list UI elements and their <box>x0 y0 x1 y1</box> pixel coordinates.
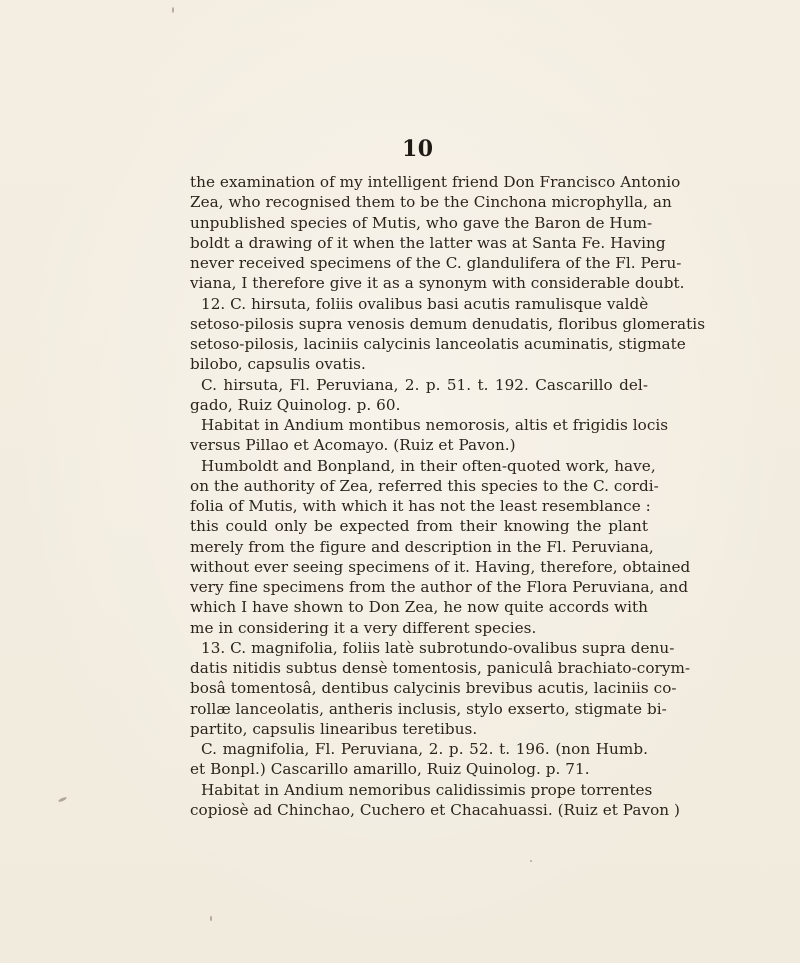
text-line: viana, I therefore give it as a synonym with considerable doubt. <box>190 274 685 293</box>
body-text <box>190 172 706 820</box>
text-line: the examination of my intelligent friend Don Francisco Antonio <box>190 173 681 191</box>
text-line: setoso-pilosis, laciniis calycinis lanceolatis acuminatis, stigmate <box>190 335 686 353</box>
text-line: setoso-pilosis supra venosis demum denudatis, floribus glomeratis <box>190 314 706 333</box>
text-line: partito, capsulis linearibus teretibus. <box>190 719 478 738</box>
text-line: versus Pillao et Acomayo. (Ruiz et Pavon.) <box>190 436 516 455</box>
text-line: et Bonpl.) Cascarillo amarillo, Ruiz Quinolog. p. 71. <box>190 760 590 779</box>
text-line: Zea, who recognised them to be the Cinchona microphylla, an <box>190 193 672 212</box>
text-line: on the authority of Zea, referred this species to the C. cordi- <box>190 476 659 495</box>
text-line: this could only be expected from their knowing the plant <box>190 517 648 536</box>
text-line: 12. C. hirsuta, foliis ovalibus basi acutis ramulisque valdè <box>201 294 649 313</box>
text-line: which I have shown to Don Zea, he now quite accords with <box>190 598 648 617</box>
text-line: merely from the figure and description in the Fl. Peruviana, <box>190 537 654 556</box>
text-line: unpublished species of Mutis, who gave the Baron de Hum- <box>190 213 653 232</box>
paper-speck <box>530 860 532 862</box>
text-line: bilobo, capsulis ovatis. <box>190 355 366 374</box>
text-line: never received specimens of the C. glandulifera of the Fl. Peru- <box>190 254 682 272</box>
text-line: bosâ tomentosâ, dentibus calycinis brevibus acutis, laciniis co- <box>190 679 677 698</box>
text-line: datis nitidis subtus densè tomentosis, paniculâ brachiato-corym- <box>190 659 691 677</box>
text-line: C. hirsuta, Fl. Peruviana, 2. p. 51. t. 192. Cascarillo del- <box>201 375 648 394</box>
paper-speck <box>210 916 212 921</box>
text-line: Humboldt and Bonpland, in their often-quoted work, have, <box>201 456 656 475</box>
text-line: Habitat in Andium montibus nemorosis, altis et frigidis locis <box>201 416 669 434</box>
text-line: boldt a drawing of it when the latter was at Santa Fe. Having <box>190 233 666 252</box>
text-line: me in considering it a very different species. <box>190 618 537 637</box>
text-line: gado, Ruiz Quinolog. p. 60. <box>190 395 401 414</box>
text-line: rollæ lanceolatis, antheris inclusis, stylo exserto, stigmate bi- <box>190 699 667 718</box>
text-line: folia of Mutis, with which it has not the least resemblance : <box>190 497 651 515</box>
text-line: 13. C. magnifolia, foliis latè subrotundo-ovalibus supra denu- <box>201 638 675 657</box>
page-number: 10 <box>402 136 434 162</box>
text-line: very fine specimens from the author of the Flora Peruviana, and <box>190 578 689 596</box>
text-line: Habitat in Andium nemoribus calidissimis prope torrentes <box>201 780 653 799</box>
paper-speck <box>58 796 67 803</box>
text-line: C. magnifolia, Fl. Peruviana, 2. p. 52. t. 196. (non Humb. <box>201 740 648 758</box>
text-line: without ever seeing specimens of it. Having, therefore, obtained <box>190 557 691 576</box>
text-line: copiosè ad Chinchao, Cuchero et Chacahuassi. (Ruiz et Pavon ) <box>190 800 680 819</box>
paper-speck <box>172 7 174 13</box>
